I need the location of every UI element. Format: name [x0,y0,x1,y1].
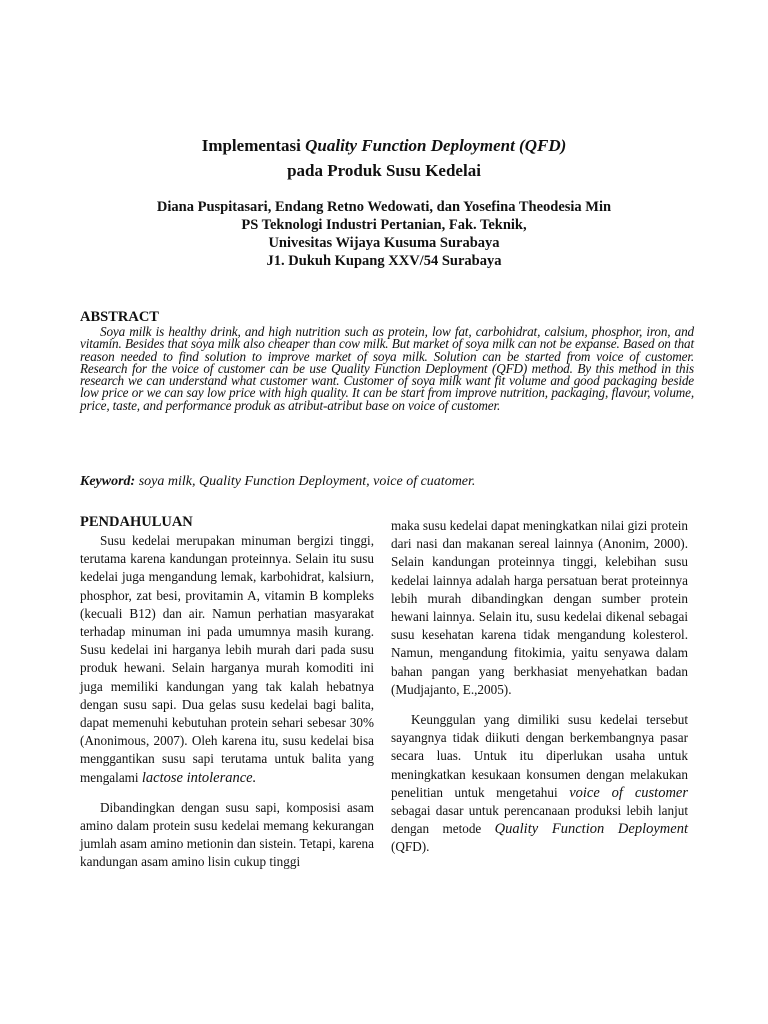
keyword-text: soya milk, Quality Function Deployment, voice of cuatomer. [135,474,476,489]
left-column [80,513,374,872]
author-department: PS Teknologi Industri Pertanian, Fak. Teknik, [241,217,527,233]
paragraph-left-2: Dibandingkan dengan susu sapi, komposisi asam amino dalam protein susu kedelai memang kekurangan jumlah asam amino metionin dan sistein. Tetapi, karena kandungan asam amino lisin cukup tinggi [80,799,374,870]
author-block [0,198,768,270]
paragraph-right-2-b: sebagai dasar untuk perencanaan produksi lebih lanjut dengan metode [391,803,688,837]
keyword-label: Keyword: [80,474,136,489]
abstract-section [80,309,694,412]
keywords [80,473,694,490]
section-heading: PENDAHULUAN [80,514,193,530]
right-column [391,517,688,857]
author-names: Diana Puspitasari, Endang Retno Wedowati, dan Yosefina Theodesia Min [156,199,612,215]
paragraph-left-1-text: Susu kedelai merupakan minuman bergizi tinggi, terutama karena kandungan proteinnya. Selain itu susu kedelai juga mengandung lemak, karbohidrat, kalsiurn, phosphor, zat besi, provitamin A, vitamin B kompleks (kecuali B12) dan air. Namun perhatian masyarakat terhadap minuman ini pada umumnya masih kurang. Susu kedelai ini harganya lebih murah dari pada susu produk hewani. Selain harganya murah komoditi ini juga memiliki kandungan yang tak kalah hebatnya dengan susu sapi. Dua gelas susu kedelai bagi balita, dapat memenuhi kebutuhan protein sehari sebesar 30% (Anonimous, 2007). Oleh karena itu, susu kedelai bisa menggantikan susu sapi terutama untuk balita yang mengalami [80,533,374,785]
paragraph-right-2 [391,711,688,857]
paragraph-right-2-italic-1: voice of customer [569,784,688,801]
paragraph-left-1 [80,532,374,787]
paper-title [0,133,768,183]
title-line-1 [0,133,768,158]
author-address: J1. Dukuh Kupang XXV/54 Surabaya [266,253,502,269]
paragraph-right-1: maka susu kedelai dapat meningkatkan nilai gizi protein dari nasi dan makanan sereal lainnya (Anonim, 2000). Selain kandungan proteinnya tinggi, kelebihan susu kedelai lainnya adalah harga persatuan berat proteinnya lebih murah dibandingkan dengan sumber protein hewani lainnya. Selain itu, susu kedelai dikenal sebagai susu kesehatan karena tidak mengandung kolesterol. Namun, mengandung fitokimia, yaitu senyawa dalam bahan pangan yang berkhasiat menyehatkan badan (Mudjajanto, E.,2005). [391,518,688,697]
author-university: Univesitas Wijaya Kusuma Surabaya [268,235,500,251]
paragraph-left-1-italic: lactose intolerance. [141,769,257,786]
title-prefix: Implementasi [201,136,306,155]
title-italic: Quality Function Deployment (QFD) [305,136,567,155]
title-line-2: pada Produk Susu Kedelai [287,161,481,180]
abstract-body: Soya milk is healthy drink, and high nutrition such as protein, low fat, carbohidrat, calsium, phosphor, iron, and vitamin. Besides that soya milk also cheaper than cow milk. But market of soya milk can not be expanse. Based on that reason needed to find solution to improve market of soya milk. Solution can be started from voice of customer. Research for the voice of customer can be use Quality Function Deployment (QFD) method. By this method in this research we can understand what customer want. Customer of soya milk want fit volume and good packaging beside low price or we can say low price with high quality. It can be start from improve nutrition, packaging, flavour, volume, price, taste, and performance produk as atribut-atribut base on voice of customer. [80,324,694,413]
abstract-heading: ABSTRACT [80,309,159,325]
paragraph-right-2-italic-2: Quality Function Deployment [494,821,688,838]
paragraph-right-2-c: (QFD). [391,839,430,855]
paragraph-right-2-a: Keunggulan yang dimiliki susu kedelai tersebut sayangnya tidak diikuti dengan berkembangnya pasar secara luas. Untuk itu diperlukan usaha untuk meningkatkan kesukaan konsumen dengan melakukan penelitian untuk mengetahui [391,712,688,800]
